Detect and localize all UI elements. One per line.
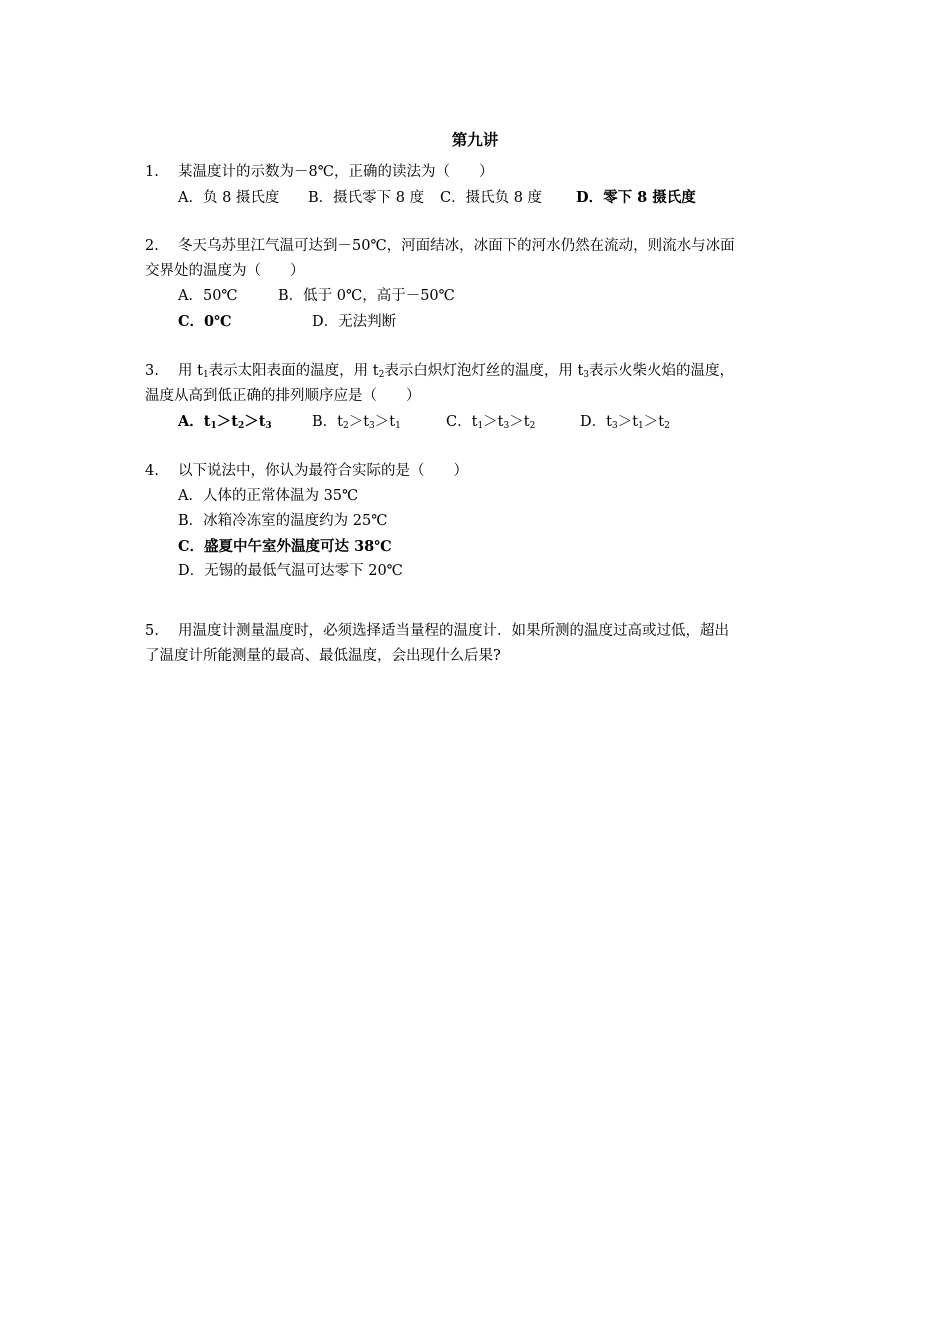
var-t: t <box>203 413 211 430</box>
stem-text: 表示太阳表面的温度，用 <box>208 363 373 379</box>
stem-text: 表示火柴火焰的温度， <box>589 363 735 379</box>
question-text: 冬天乌苏里江气温可达到－50℃，河面结冰，冰面下的河水仍然在流动，则流水与冰面 <box>178 238 735 254</box>
stem-text: 表示白炽灯泡灯丝的温度，用 <box>384 363 578 379</box>
var-t: t <box>523 414 530 430</box>
option-c: C．摄氏负 8 度 <box>440 190 543 206</box>
var-t: t <box>658 414 665 430</box>
subscript: 2 <box>342 421 349 431</box>
option-label: B． <box>312 414 338 430</box>
option-d: D．无法判断 <box>312 314 397 330</box>
subscript: 1 <box>202 370 209 380</box>
subscript: 2 <box>664 421 670 431</box>
question-3-stem-line1 <box>145 359 810 384</box>
question-5-stem-line1 <box>145 619 810 644</box>
option-b: B．摄氏零下 8 度 <box>308 190 425 206</box>
option-label: C． <box>446 414 472 430</box>
var-t: t <box>363 414 370 430</box>
question-number: 3. <box>145 363 159 379</box>
question-3 <box>145 359 810 435</box>
question-2-options-row2 <box>145 309 810 335</box>
page-title: 第九讲 <box>451 130 499 149</box>
var-t: t <box>372 363 379 379</box>
option-a-correct <box>178 409 312 434</box>
question-1-stem <box>145 160 810 185</box>
var-t: t <box>337 414 343 430</box>
stem-text: 用 <box>178 363 198 379</box>
gt-sign: ＞ <box>348 414 364 430</box>
var-t: t <box>471 414 478 430</box>
option-d <box>580 410 670 435</box>
option-a: A．人体的正常体温为 35℃ <box>178 488 359 504</box>
subscript: 2 <box>378 370 385 380</box>
question-number: 1. <box>145 164 159 180</box>
subscript: 3 <box>583 370 590 380</box>
question-1 <box>145 160 810 211</box>
option-d-correct: D．零下 8 摄氏度 <box>576 189 696 206</box>
var-t: t <box>577 363 584 379</box>
question-number: 5. <box>145 623 159 639</box>
question-5 <box>145 619 810 669</box>
subscript: 3 <box>265 421 272 431</box>
question-2-stem-line1 <box>145 234 810 259</box>
subscript: 3 <box>611 421 618 431</box>
option-d: D．无锡的最低气温可达零下 20℃ <box>178 563 403 579</box>
option-label: D． <box>580 414 607 430</box>
gt-sign: ＞ <box>617 414 633 430</box>
question-number: 4. <box>145 463 159 479</box>
question-1-options <box>145 185 810 211</box>
option-label: A． <box>178 413 204 430</box>
question-5-stem-line2: 了温度计所能测量的最高、最低温度，会出现什么后果? <box>145 648 501 664</box>
question-2-options-row1 <box>145 284 810 309</box>
option-a: A．负 8 摄氏度 <box>178 190 280 206</box>
subscript: 2 <box>237 421 245 431</box>
var-t: t <box>497 414 504 430</box>
var-t: t <box>231 413 238 430</box>
option-b: B．低于 0℃，高于－50℃ <box>278 288 455 304</box>
gt-sign: ＞ <box>216 413 232 430</box>
option-c-correct: C．0℃ <box>178 313 232 330</box>
subscript: 3 <box>369 421 375 431</box>
question-3-options <box>145 409 810 435</box>
question-2-stem-line2: 交界处的温度为（ ） <box>145 263 305 279</box>
question-4 <box>145 459 810 584</box>
question-text: 某温度计的示数为－8℃，正确的读法为（ ） <box>178 164 494 180</box>
question-text: 以下说法中，你认为最符合实际的是（ ） <box>178 463 468 479</box>
gt-sign: ＞ <box>483 414 498 430</box>
question-3-stem-line2: 温度从高到低正确的排列顺序应是（ ） <box>145 388 421 404</box>
subscript: 1 <box>395 421 401 431</box>
var-t: t <box>197 363 203 379</box>
option-c-correct: C．盛夏中午室外温度可达 38℃ <box>178 538 392 555</box>
option-b: B．冰箱冷冻室的温度约为 25℃ <box>178 513 388 529</box>
var-t: t <box>606 414 612 430</box>
var-t: t <box>389 414 396 430</box>
subscript: 3 <box>503 421 510 431</box>
subscript: 1 <box>638 421 644 431</box>
gt-sign: ＞ <box>643 414 659 430</box>
question-text: 用温度计测量温度时，必须选择适当量程的温度计．如果所测的温度过高或过低，超出 <box>178 623 729 639</box>
subscript: 1 <box>477 421 484 431</box>
option-b <box>312 410 446 435</box>
subscript: 2 <box>529 421 536 431</box>
var-t: t <box>258 413 266 430</box>
var-t: t <box>632 414 639 430</box>
option-a: A．50℃ <box>178 288 238 304</box>
question-number: 2. <box>145 238 159 254</box>
option-c <box>446 410 580 435</box>
question-4-stem <box>145 459 810 484</box>
question-2 <box>145 234 810 335</box>
subscript: 1 <box>210 421 217 431</box>
gt-sign: ＞ <box>244 413 259 430</box>
gt-sign: ＞ <box>509 414 524 430</box>
gt-sign: ＞ <box>374 414 390 430</box>
